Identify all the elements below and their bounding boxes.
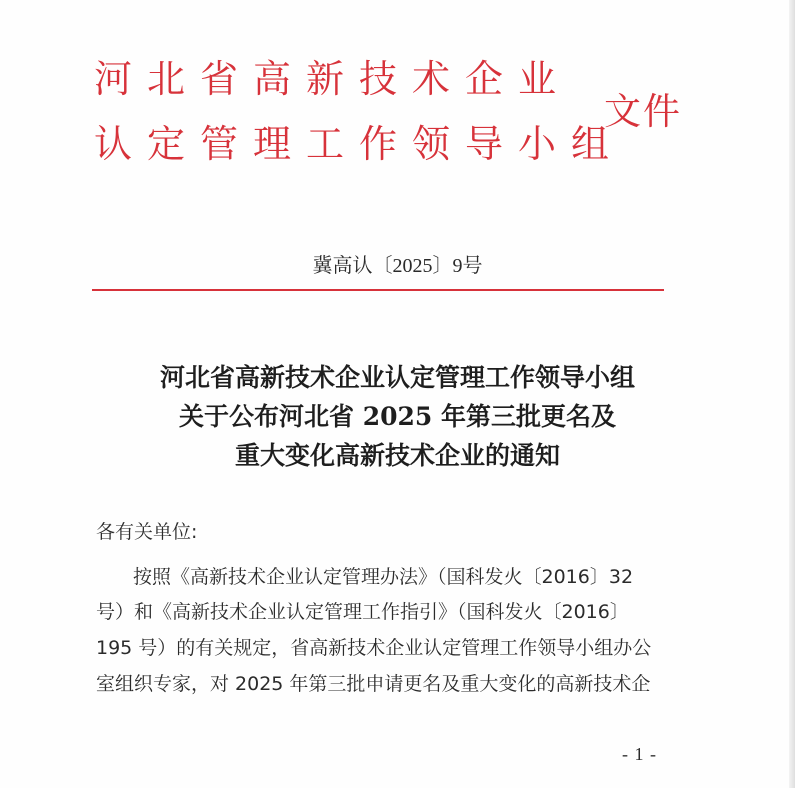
issuer-title-line-2: 认定管理工作领导小组 xyxy=(94,122,625,166)
document-type-label: 文件 xyxy=(604,90,682,133)
notice-title-line-3: 重大变化高新技术企业的通知 xyxy=(234,441,560,470)
body-line-2: 号）和《高新技术企业认定管理工作指引》（国科发火〔2016〕 xyxy=(96,601,629,623)
body-line-3: 195 号）的有关规定，省高新技术企业认定管理工作领导小组办公 xyxy=(96,637,652,659)
red-divider xyxy=(92,289,664,291)
page-number: - 1 - xyxy=(622,744,657,764)
notice-title-line-2: 关于公布河北省 2025 年第三批更名及 xyxy=(179,402,616,431)
notice-title-line-1: 河北省高新技术企业认定管理工作领导小组 xyxy=(159,363,635,392)
salutation: 各有关单位: xyxy=(96,521,198,543)
issuer-title-line-1: 河北省高新技术企业 xyxy=(94,57,572,101)
document-number: 冀高认〔2025〕9号 xyxy=(312,255,483,277)
page-edge-shadow xyxy=(789,0,795,788)
body-line-1: 按照《高新技术企业认定管理办法》（国科发火〔2016〕32 xyxy=(133,566,634,588)
body-line-4: 室组织专家，对 2025 年第三批申请更名及重大变化的高新技术企 xyxy=(96,673,651,695)
